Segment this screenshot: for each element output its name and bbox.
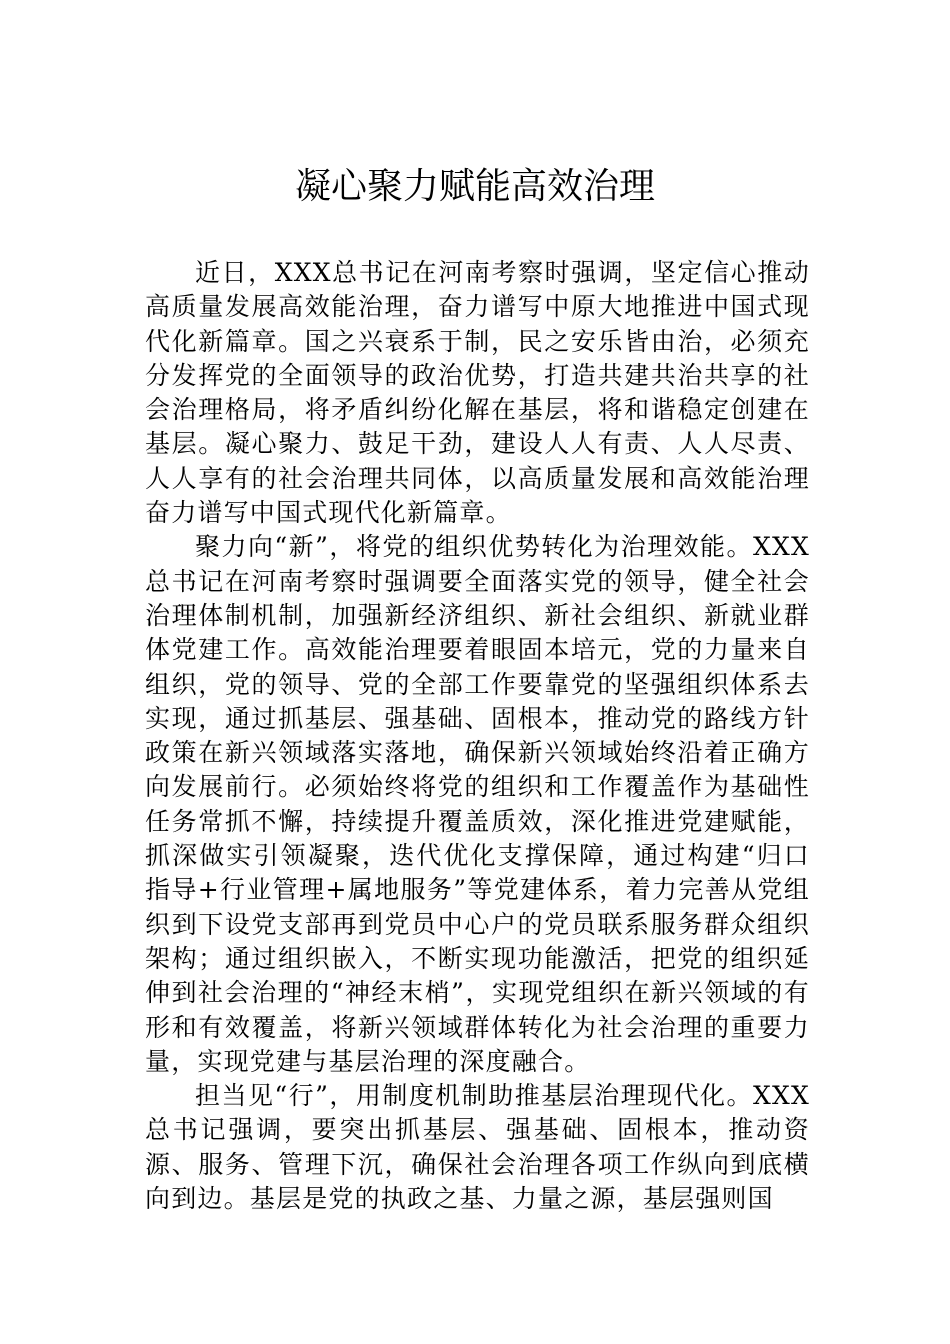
document-body [145,256,810,1216]
document-title: 凝心聚力赋能高效治理 [294,166,655,207]
paragraph-2: 聚力向“新”，将党的组织优势转化为治理效能。XXX总书记在河南考察时强调要全面落实党的领导，健全社会治理体制机制，加强新经济组织、新社会组织、新就业群体党建工作。高效能治理要着眼固本培元，党的力量来自组织，党的领导、党的全部工作要靠党的坚强组织体系去实现，通过抓基层、强基础、固根本，推动党的路线方针政策在新兴领域落实落地，确保新兴领域始终沿着正确方向发展前行。必须始终将党的组织和工作覆盖作为基础性任务常抓不懈，持续提升覆盖质效，深化推进党建赋能，抓深做实引领凝聚，迭代优化支撑保障，通过构建“归口指导+行业管理+属地服务”等党建体系，着力完善从党组织到下设党支部再到党员中心户的党员联系服务群众组织架构；通过组织嵌入，不断实现功能激活，把党的组织延伸到社会治理的“神经末梢”，实现党组织在新兴领域的有形和有效覆盖，将新兴领域群体转化为社会治理的重要力量，实现党建与基层治理的深度融合。 [145,532,810,1076]
paragraph-1: 近日，XXX总书记在河南考察时强调，坚定信心推动高质量发展高效能治理，奋力谱写中原大地推进中国式现代化新篇章。国之兴衰系于制，民之安乐皆由治，必须充分发挥党的全面领导的政治优势，打造共建共治共享的社会治理格局，将矛盾纠纷化解在基层，将和谐稳定创建在基层。凝心聚力、鼓足干劲，建设人人有责、人人尽责、人人享有的社会治理共同体，以高质量发展和高效能治理奋力谱写中国式现代化新篇章。 [145,258,810,528]
paragraph-3: 担当见“行”，用制度机制助推基层治理现代化。XXX总书记强调，要突出抓基层、强基础、固根本，推动资源、服务、管理下沉，确保社会治理各项工作纵向到底横向到边。基层是党的执政之基、力量之源，基层强则国 [145,1081,810,1214]
